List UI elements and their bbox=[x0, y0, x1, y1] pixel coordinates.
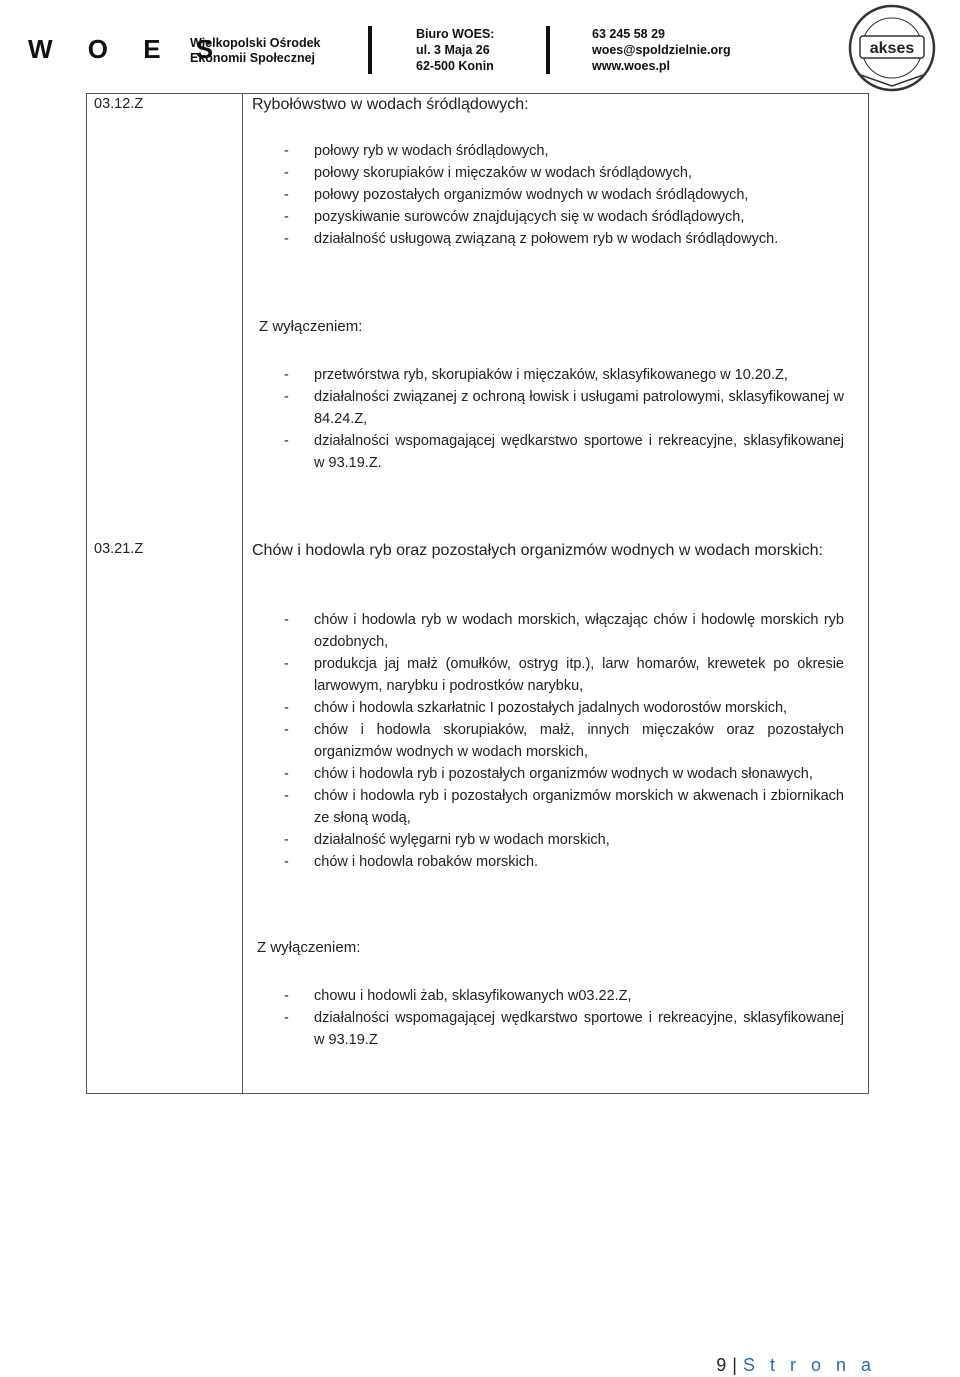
footer-separator: | bbox=[732, 1355, 737, 1375]
list-item: - chów i hodowla ryb i pozostałych organizmów morskich w akwenach i zbiornikach ze słoną wodą, bbox=[284, 785, 844, 829]
list-item: - połowy pozostałych organizmów wodnych w wodach śródlądowych, bbox=[284, 184, 844, 206]
page-number: 9 bbox=[716, 1355, 727, 1375]
akses-seal-logo bbox=[836, 2, 948, 94]
page-word: S t r o n a bbox=[742, 1355, 876, 1375]
list-item: - chów i hodowla ryb w wodach morskich, włączając chów i hodowlę morskich ryb ozdobnych, bbox=[284, 609, 844, 653]
exclusion-list bbox=[284, 364, 844, 474]
website-url: www.woes.pl bbox=[592, 59, 671, 73]
org-name-line: Ekonomii Społecznej bbox=[190, 51, 316, 65]
list-item: - działalność usługową związaną z połowem ryb w wodach śródlądowych. bbox=[284, 228, 844, 250]
list-item: - chów i hodowla ryb i pozostałych organizmów wodnych w wodach słonawych, bbox=[284, 763, 844, 785]
activity-list bbox=[284, 140, 844, 250]
seal-text: akses bbox=[869, 40, 915, 57]
phone-number: 63 245 58 29 bbox=[592, 27, 665, 41]
section-title: Chów i hodowla ryb oraz pozostałych organizmów wodnych w wodach morskich: bbox=[252, 542, 823, 559]
org-name-line: Wielkopolski Ośrodek bbox=[190, 36, 321, 50]
header-divider bbox=[546, 26, 550, 74]
list-item: - produkcja jaj małż (omułków, ostryg itp.), larw homarów, krewetek po okresie larwowym, narybku i podrostków narybku, bbox=[284, 653, 844, 697]
address-line: 62-500 Konin bbox=[416, 59, 494, 73]
exclusion-list bbox=[284, 985, 844, 1051]
page-footer bbox=[716, 1355, 876, 1376]
list-item: - chów i hodowla robaków morskich. bbox=[284, 851, 844, 873]
org-name bbox=[190, 36, 320, 66]
email-address: woes@spoldzielnie.org bbox=[592, 43, 731, 57]
activity-list bbox=[284, 609, 844, 873]
list-item: - przetwórstwa ryb, skorupiaków i mięczaków, sklasyfikowanego w 10.20.Z, bbox=[284, 364, 844, 386]
contact-info bbox=[592, 26, 731, 74]
list-item: - połowy skorupiaków i mięczaków w wodach śródlądowych, bbox=[284, 162, 844, 184]
pkd-code: 03.12.Z bbox=[94, 96, 144, 112]
list-item: - działalności związanej z ochroną łowisk i usługami patrolowymi, sklasyfikowanej w 84.24.Z, bbox=[284, 386, 844, 430]
column-divider bbox=[242, 94, 243, 1093]
list-item: - chów i hodowla szkarłatnic I pozostałych jadalnych wodorostów morskich, bbox=[284, 697, 844, 719]
office-address bbox=[416, 26, 494, 74]
list-item: - pozyskiwanie surowców znajdujących się w wodach śródlądowych, bbox=[284, 206, 844, 228]
list-item: - chów i hodowla skorupiaków, małż, innych mięczaków oraz pozostałych organizmów wodnych w wodach morskich, bbox=[284, 719, 844, 763]
address-line: ul. 3 Maja 26 bbox=[416, 43, 490, 57]
page-header bbox=[0, 0, 960, 90]
woes-logo: W O E S bbox=[28, 34, 228, 64]
pkd-table bbox=[86, 93, 869, 1094]
pkd-code: 03.21.Z bbox=[94, 541, 144, 557]
exclusion-label: Z wyłączeniem: bbox=[259, 318, 363, 335]
address-line: Biuro WOES: bbox=[416, 27, 495, 41]
header-divider bbox=[368, 26, 372, 74]
list-item: - działalności wspomagającej wędkarstwo sportowe i rekreacyjne, sklasyfikowanej w 93.19.Z. bbox=[284, 430, 844, 474]
section-title: Rybołówstwo w wodach śródlądowych: bbox=[252, 96, 529, 113]
list-item: - działalność wylęgarni ryb w wodach morskich, bbox=[284, 829, 844, 851]
exclusion-label: Z wyłączeniem: bbox=[257, 939, 361, 956]
list-item: - chowu i hodowli żab, sklasyfikowanych w03.22.Z, bbox=[284, 985, 844, 1007]
list-item: - działalności wspomagającej wędkarstwo sportowe i rekreacyjne, sklasyfikowanej w 93.19.Z bbox=[284, 1007, 844, 1051]
list-item: - połowy ryb w wodach śródlądowych, bbox=[284, 140, 844, 162]
